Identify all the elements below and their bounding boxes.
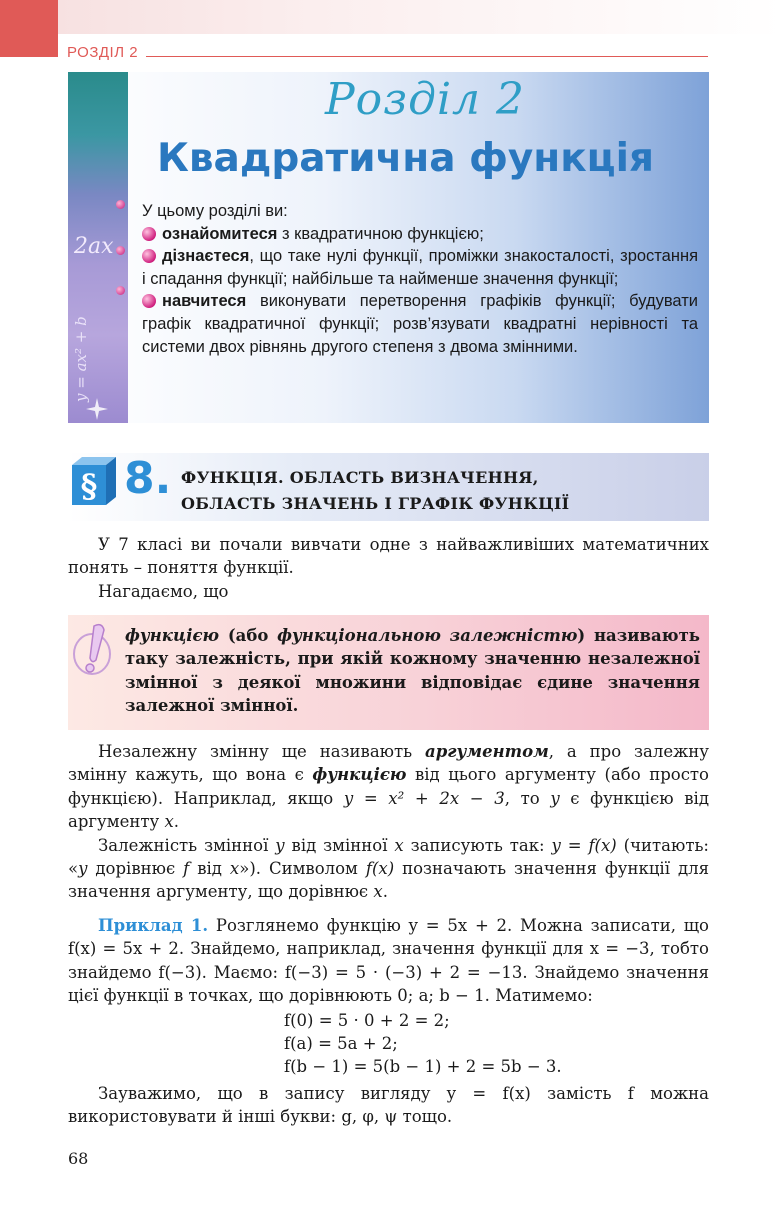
page-top-band (0, 0, 782, 34)
body-paragraph: У 7 класі ви почали вивчати одне з найважливіших математичних понять – поняття функції. (68, 535, 709, 578)
formula-line: f(b − 1) = 5(b − 1) + 2 = 5b − 3. (284, 1057, 562, 1076)
intro-bullet: навчитеся виконувати перетворення графіків функції; будувати графік квадратичної функції; розв’язувати квадратні нерівності та системи двох рівнянь другого степеня з двома змінними. (142, 292, 698, 356)
example-label: Приклад 1. (98, 916, 209, 935)
body-paragraph: Зауважимо, що в запису вигляду y = f(x) замість f можна використовувати й інші букви: g, φ, ψ тощо. (68, 1084, 709, 1127)
body-paragraph: Залежність змінної y від змінної x записують так: y = f(x) (читають: «y дорівнює f від x»). Символом f(x) позначають значення функції для значення аргументу, що дорівнює x. (68, 835, 709, 902)
body-paragraph: Незалежну змінну ще називають аргументом, а про залежну змінну кажуть, що вона є функцією від цього аргументу (або просто функцією). Наприклад, якщо y = x² + 2x − 3, то y є функцією від аргументу x. (68, 742, 710, 832)
intro-bullet: ознайомитеся з квадратичною функцією; (142, 223, 698, 246)
bullet-icon (142, 227, 156, 241)
decor-dot (116, 200, 125, 209)
chapter-title: Квадратична функція (157, 136, 655, 181)
definition-text: функцією (або функціональною залежністю) називають таку залежність, при якій кожному значенню незалежної змінної з деякої множини відповідає єдине значення залежної змінної. (125, 626, 701, 715)
decor-dot (116, 246, 125, 255)
exclamation-icon (72, 620, 118, 678)
chapter-script-heading: Розділ 2 (325, 74, 526, 125)
body-text-note (68, 1082, 709, 1129)
example-paragraph: Приклад 1. Розглянемо функцію y = 5x + 2. Можна записати, що f(x) = 5x + 2. Знайдемо, наприклад, значення функції для x = −3, тобто знайдемо f(−3). Маємо: f(−3) = 5 · (−3) + 2 = −13. Знайдемо значення цієї функції в точках, що дорівнюють 0; a; b − 1. Матимемо: (68, 916, 709, 1006)
formula-line: f(0) = 5 · 0 + 2 = 2; (284, 1009, 450, 1032)
decor-dot (116, 286, 125, 295)
bullet-icon (142, 294, 156, 308)
section-label: РОЗДІЛ 2 (67, 44, 139, 61)
chapter-intro-text (142, 200, 698, 358)
page-number: 68 (68, 1149, 89, 1168)
section-divider (146, 56, 708, 57)
strip-vertical-text: y = ax² + b (72, 316, 90, 402)
intro-bullet: дізнаєтеся, що таке нулі функції, проміжки знакосталості, зростання і спадання функції; найбільше та найменше значення функції; (142, 247, 698, 288)
formula-line: f(a) = 5a + 2; (284, 1034, 398, 1053)
paragraph-title (181, 465, 569, 517)
paragraph-title-line: ФУНКЦІЯ. ОБЛАСТЬ ВИЗНАЧЕННЯ, (181, 468, 539, 487)
paragraph-number: 8. (124, 453, 172, 504)
intro-lead: У цьому розділі ви: (142, 202, 288, 220)
body-text-intro (68, 533, 709, 603)
strip-formula-text: 2ax (74, 234, 114, 259)
paragraph-title-line: ОБЛАСТЬ ЗНАЧЕНЬ І ГРАФІК ФУНКЦІЇ (181, 494, 570, 513)
body-text-main (68, 740, 709, 904)
example-block (68, 914, 709, 1008)
bullet-icon (142, 249, 156, 263)
body-paragraph: Нагадаємо, що (98, 581, 229, 601)
chapter-tab-marker (0, 0, 58, 57)
section-sign-icon (68, 455, 120, 507)
svg-text:§: § (80, 467, 98, 505)
sparkle-icon (86, 398, 108, 420)
chapter-decor-strip (68, 72, 128, 423)
